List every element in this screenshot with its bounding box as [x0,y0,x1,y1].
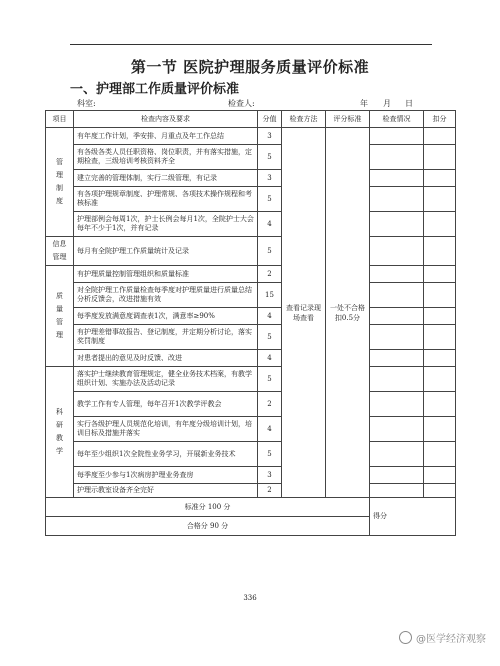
row-content: 建立完善的管理体制，实行二级管理，有记录 [74,170,258,187]
row-score: 15 [258,283,282,308]
row-content: 教学工作有专人管理，每年召开1次教学评教会 [74,392,258,417]
status-cell[interactable] [370,170,424,187]
deduct-cell[interactable] [424,484,456,498]
table-row [46,392,456,417]
row-content: 有各级各类人员任职资格、岗位职责，并有落实措施，定期检查，三级培训考核资料齐全 [74,145,258,170]
deduct-cell[interactable] [424,417,456,442]
top-rule [70,44,432,45]
row-score: 4 [258,417,282,442]
category-quality: 质量管理 [46,266,74,367]
status-cell[interactable] [370,145,424,170]
row-score: 5 [258,145,282,170]
table-row [46,266,456,283]
row-score: 3 [258,128,282,145]
row-score: 3 [258,170,282,187]
watermark-logo-icon [399,631,412,644]
table-row [46,467,456,484]
row-content: 有年度工作计划，季安排、月重点及年工作总结 [74,128,258,145]
row-content: 实行各级护理人员规范化培训，有年度分级培训计划，培训目标及措施并落实 [74,417,258,442]
row-score: 2 [258,266,282,283]
status-cell[interactable] [370,484,424,498]
watermark-text: @医学经济观察 [416,634,486,645]
row-content: 每月有全院护理工作质量统计及记录 [74,237,258,266]
page-title: 第一节 医院护理服务质量评价标准 [130,58,370,76]
day-label: 日 [405,99,413,108]
header-content: 检查内容及要求 [74,111,258,128]
table-row [46,367,456,392]
deduct-cell[interactable] [424,367,456,392]
standard-score: 标准分 100 分 [46,498,370,517]
header-method: 检查方法 [282,111,326,128]
row-score: 5 [258,237,282,266]
status-cell[interactable] [370,417,424,442]
inspector-label: 检查人: [228,99,255,108]
deduct-cell[interactable] [424,237,456,266]
year-label: 年 [360,99,368,108]
pass-score: 合格分 90 分 [46,517,370,536]
row-content: 有护理质量控制管理组织和质量标准 [74,266,258,283]
standard-score-row [46,498,456,517]
status-cell[interactable] [370,128,424,145]
status-cell[interactable] [370,212,424,237]
row-score: 5 [258,442,282,467]
header-standard: 评分标准 [326,111,370,128]
month-label: 月 [383,99,391,108]
status-cell[interactable] [370,350,424,367]
dept-label: 科室: [77,99,96,108]
evaluation-table [45,110,456,536]
deduct-cell[interactable] [424,350,456,367]
row-score: 5 [258,325,282,350]
table-row [46,237,456,266]
row-score: 4 [258,350,282,367]
deduct-cell[interactable] [424,325,456,350]
row-content: 对全院护理工作质量检查每季度对护理质量进行质量总结分析反馈会，改进措施有效 [74,283,258,308]
table-row [46,308,456,325]
table-row [46,170,456,187]
status-cell[interactable] [370,283,424,308]
standard-cell: 一处不合格扣0.5分 [326,128,370,498]
status-cell[interactable] [370,266,424,283]
header-deduct: 扣分 [424,111,456,128]
score-label: 得分 [370,498,456,536]
category-research: 科研教学 [46,367,74,498]
status-cell[interactable] [370,308,424,325]
deduct-cell[interactable] [424,266,456,283]
row-content: 落实护士继续教育管理规定，健全业务技术档案，有教学组织计划、实施办法及活动记录 [74,367,258,392]
status-cell[interactable] [370,442,424,467]
deduct-cell[interactable] [424,212,456,237]
table-row [46,283,456,308]
table-row [46,187,456,212]
status-cell[interactable] [370,237,424,266]
status-cell[interactable] [370,187,424,212]
row-content: 护理示教室设备齐全完好 [74,484,258,498]
row-content: 每季度发放满意度调查表1次，满意率≥90% [74,308,258,325]
watermark [399,630,486,645]
table-row [46,145,456,170]
deduct-cell[interactable] [424,392,456,417]
row-score: 2 [258,392,282,417]
table-header-row [46,111,456,128]
header-score: 分值 [258,111,282,128]
table-row [46,442,456,467]
status-cell[interactable] [370,325,424,350]
row-score: 5 [258,367,282,392]
row-score: 5 [258,187,282,212]
deduct-cell[interactable] [424,442,456,467]
row-score: 2 [258,484,282,498]
deduct-cell[interactable] [424,187,456,212]
row-score: 4 [258,212,282,237]
header-item: 项目 [46,111,74,128]
table-row [46,128,456,145]
category-info: 信息管理 [46,237,74,266]
header-status: 检查情况 [370,111,424,128]
category-management: 管理制度 [46,128,74,237]
section-subtitle: 一、护理部工作质量评价标准 [70,82,240,97]
status-cell[interactable] [370,367,424,392]
table-row [46,417,456,442]
deduct-cell[interactable] [424,145,456,170]
row-content: 有护理差错事故报告、登记制度，并定期分析讨论，落实奖罚制度 [74,325,258,350]
table-row [46,350,456,367]
deduct-cell[interactable] [424,128,456,145]
row-content: 有各项护理规章制度、护理常规、各项技术操作规程和考核标准 [74,187,258,212]
status-cell[interactable] [370,467,424,484]
status-cell[interactable] [370,392,424,417]
row-score: 4 [258,308,282,325]
table-row [46,212,456,237]
table-row [46,484,456,498]
deduct-cell[interactable] [424,467,456,484]
deduct-cell[interactable] [424,283,456,308]
row-content: 护理部例会每周1次，护士长例会每月1次，全院护士大会每年不少于1次，并有记录 [74,212,258,237]
row-content: 对患者提出的意见及时反馈、改进 [74,350,258,367]
page-number: 336 [243,594,257,602]
method-cell: 查看记录现场查看 [282,128,326,498]
deduct-cell[interactable] [424,170,456,187]
deduct-cell[interactable] [424,308,456,325]
row-content: 每年至少组织1次全院性业务学习，开展新业务技术 [74,442,258,467]
table-row [46,325,456,350]
row-score: 3 [258,467,282,484]
row-content: 每季度至少参与1次病房护理业务查房 [74,467,258,484]
